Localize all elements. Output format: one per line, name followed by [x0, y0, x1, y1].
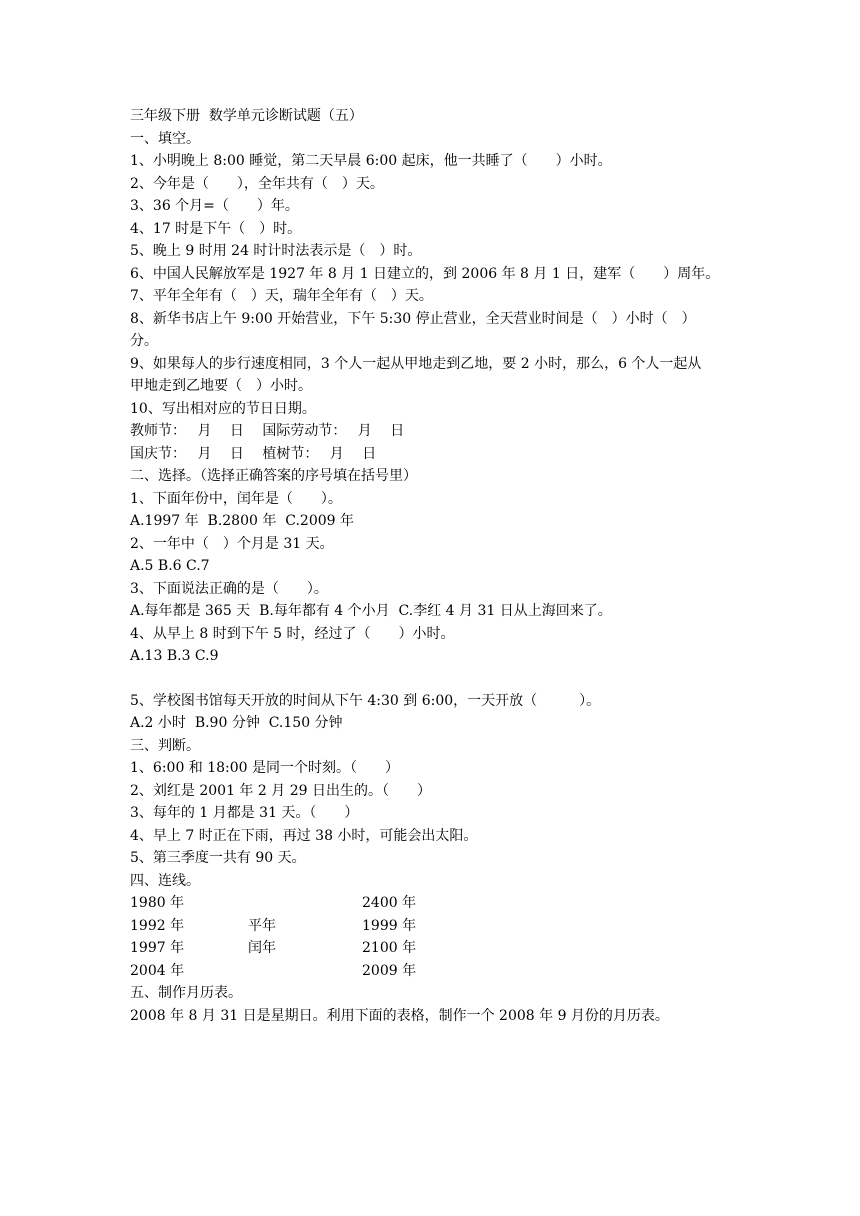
question-line: 1、小明晚上 8:00 睡觉，第二天早晨 6:00 起床，他一共睡了（ ）小时。 — [130, 153, 612, 169]
holiday-line: 教师节： 月 日 国际劳动节： 月 日 — [130, 423, 405, 439]
middle-label: 闰年 — [248, 940, 276, 956]
question-line: 5、第三季度一共有 90 天。 — [130, 850, 306, 866]
worksheet — [130, 105, 740, 1027]
option-line: A.1997 年 B.2800 年 C.2009 年 — [130, 513, 354, 529]
option-line: A.13 B.3 C.9 — [130, 648, 219, 664]
question-line: 分。 — [130, 333, 158, 349]
question-line: 4、17 时是下午（ ）时。 — [130, 220, 302, 237]
matching-row — [130, 960, 740, 983]
fill-in-questions — [130, 150, 740, 465]
right-year: 2009 年 — [362, 962, 417, 979]
option-line: A.2 小时 B.90 分钟 C.150 分钟 — [130, 715, 343, 731]
left-year: 1997 年 — [130, 940, 185, 956]
left-year: 1992 年 — [130, 917, 185, 934]
question-line: 9、如果每人的步行速度相同，3 个人一起从甲地走到乙地，要 2 小时，那么，6 个人一起从 — [130, 355, 702, 372]
question-line: 7、平年全年有（ ）天，瑞年全年有（ ）天。 — [130, 288, 433, 304]
matching-row — [130, 937, 740, 960]
middle-label: 平年 — [248, 917, 276, 934]
section-heading-judge: 三、判断。 — [130, 737, 200, 754]
left-year: 1980 年 — [130, 895, 185, 911]
option-line: A.每年都是 365 天 B.每年都有 4 个小月 C.李红 4 月 31 日从上海回来了。 — [130, 603, 612, 619]
section-heading-fill-in: 一、填空。 — [130, 130, 200, 147]
matching-row — [130, 915, 740, 938]
option-line: A.5 B.6 C.7 — [130, 558, 210, 574]
question-line: 甲地走到乙地要（ ）小时。 — [130, 378, 312, 394]
choice-questions — [130, 488, 740, 735]
question-line: 2、一年中（ ）个月是 31 天。 — [130, 535, 334, 552]
right-year: 2100 年 — [362, 940, 417, 956]
question-line: 3、每年的 1 月都是 31 天。（ ） — [130, 805, 359, 821]
section-heading-calendar: 五、制作月历表。 — [130, 985, 242, 1001]
left-year: 2004 年 — [130, 962, 185, 979]
question-line: 8、新华书店上午 9:00 开始营业，下午 5:30 停止营业，全天营业时间是（ ）小时（ ） — [130, 310, 696, 327]
question-line: 4、早上 7 时正在下雨，再过 38 小时，可能会出太阳。 — [130, 827, 478, 844]
holiday-line: 国庆节： 月 日 植树节： 月 日 — [130, 445, 377, 462]
question-line: 5、学校图书馆每天开放的时间从下午 4:30 到 6:00，一天开放（ ）。 — [130, 692, 601, 709]
question-line: 3、下面说法正确的是（ ）。 — [130, 580, 328, 597]
question-line: 10、写出相对应的节日日期。 — [130, 400, 316, 417]
document-title: 三年级下册 数学单元诊断试题（五） — [130, 108, 363, 124]
question-line: 1、下面年份中，闰年是（ ）。 — [130, 490, 342, 507]
right-year: 1999 年 — [362, 917, 417, 934]
section-heading-matching: 四、连线。 — [130, 872, 200, 889]
question-line: 3、36 个月=（ ）年。 — [130, 198, 299, 214]
question-line: 2、今年是（ ），全年共有（ ）天。 — [130, 175, 384, 192]
question-line: 4、从早上 8 时到下午 5 时，经过了（ ）小时。 — [130, 625, 455, 642]
matching-row — [130, 892, 740, 915]
blank-gap — [130, 668, 740, 690]
section-heading-choice: 二、选择。（选择正确答案的序号填在括号里） — [130, 468, 417, 484]
matching-grid — [130, 892, 740, 982]
calendar-instruction: 2008 年 8 月 31 日是星期日。利用下面的表格，制作一个 2008 年 9 月份的月历表。 — [130, 1007, 669, 1024]
right-year: 2400 年 — [362, 895, 417, 911]
question-line: 6、中国人民解放军是 1927 年 8 月 1 日建立的，到 2006 年 8 月 1 日，建军（ ）周年。 — [130, 265, 720, 282]
question-line: 1、6:00 和 18:00 是同一个时刻。（ ） — [130, 760, 400, 776]
judge-questions — [130, 757, 740, 870]
question-line: 2、刘红是 2001 年 2 月 29 日出生的。（ ） — [130, 782, 431, 799]
question-line: 5、晚上 9 时用 24 时计时法表示是（ ）时。 — [130, 243, 422, 259]
